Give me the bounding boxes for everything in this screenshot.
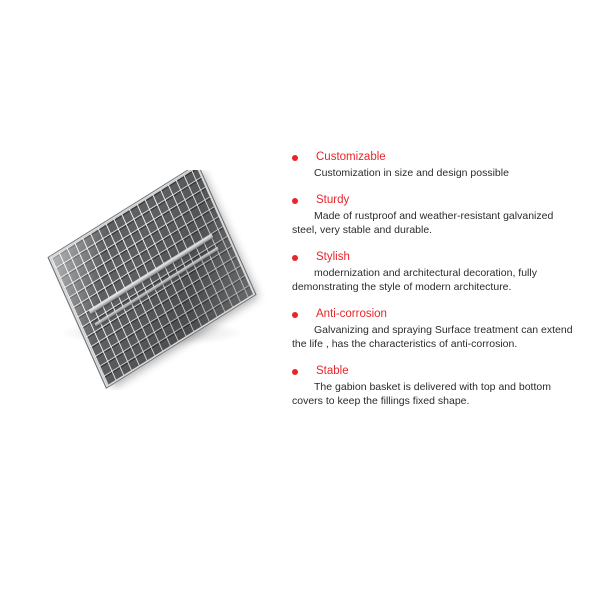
list-item [292,364,574,409]
feature-list [292,150,574,409]
list-item [292,307,574,352]
feature-description: Customization in size and design possible [314,167,509,179]
bullet-icon [292,198,298,204]
bullet-icon [292,369,298,375]
feature-title: Stable [316,364,349,377]
feature-description: The gabion basket is delivered with top and bottom covers to keep the fillings fixed shape. [292,380,551,407]
grating-cross-bar-secondary [95,247,218,326]
product-image [40,170,265,390]
feature-title: Anti-corrosion [316,307,387,320]
bullet-icon [292,155,298,161]
list-item [292,150,574,181]
steel-grating-panel-icon [51,170,253,385]
list-item [292,250,574,295]
feature-title: Sturdy [316,193,350,206]
feature-description: modernization and architectural decoration, fully demonstrating the style of modern architecture. [292,266,537,293]
list-item [292,193,574,238]
grating-stage [40,170,265,390]
bullet-icon [292,255,298,261]
grating-shading-overlay [51,170,253,385]
grating-gloss-overlay [51,170,253,385]
feature-title: Stylish [316,250,350,263]
grating-cross-bar [89,234,213,314]
feature-title: Customizable [316,151,386,163]
feature-description: Galvanizing and spraying Surface treatment can extend the life , has the characteristics of anti-corrosion. [292,323,573,350]
bullet-icon [292,312,298,318]
feature-description: Made of rustproof and weather-resistant galvanized steel, very stable and durable. [292,209,554,236]
